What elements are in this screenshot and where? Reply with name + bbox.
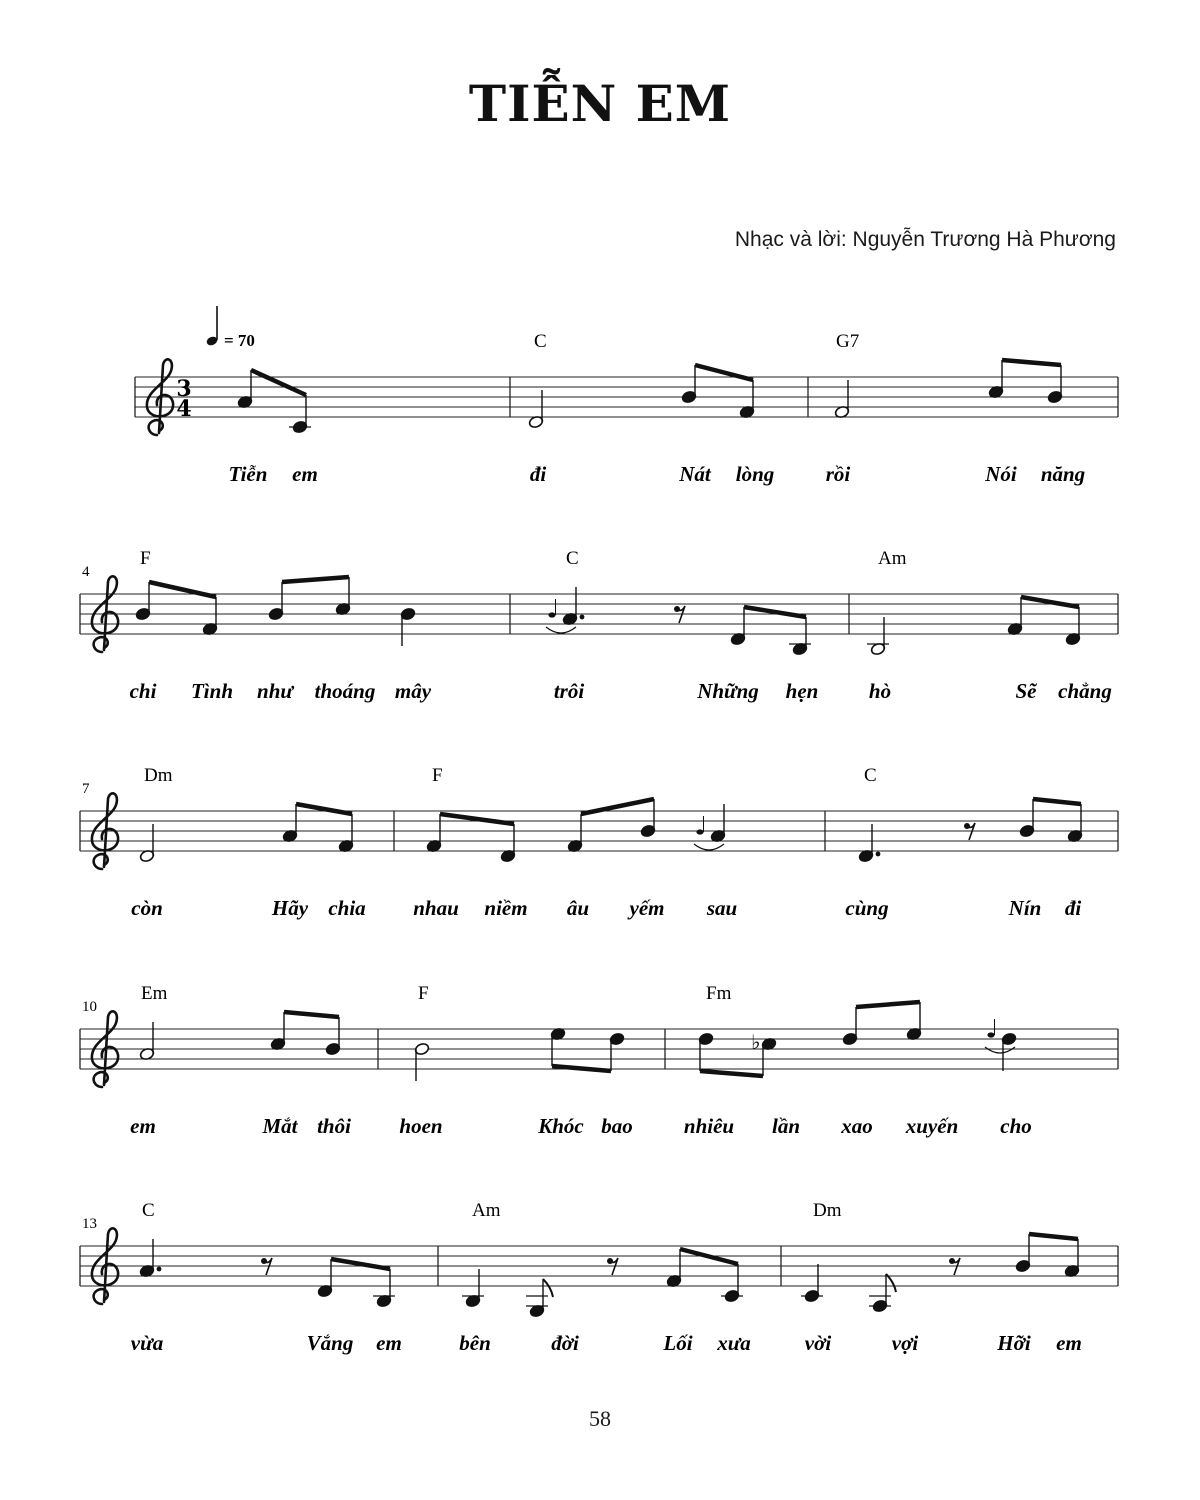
lyric-syllable: nhau xyxy=(413,896,459,920)
lyric-syllable: em xyxy=(292,462,318,486)
note-beam xyxy=(149,582,216,597)
slur xyxy=(546,627,576,633)
note-beam xyxy=(552,1066,611,1071)
measure-number: 10 xyxy=(82,999,97,1015)
lyric-syllable: cho xyxy=(1000,1114,1032,1138)
lyric-syllable: chi xyxy=(129,679,157,703)
grace-note xyxy=(696,829,703,834)
lyric-syllable: cùng xyxy=(845,896,889,920)
lyric-syllable: Nín xyxy=(1008,896,1042,920)
lyric-syllable: xuyến xyxy=(905,1114,959,1138)
lyric-syllable: rồi xyxy=(825,462,851,486)
staff-system xyxy=(135,306,1118,486)
lyric-syllable: thôi xyxy=(317,1114,351,1138)
staff-system xyxy=(80,983,1118,1138)
lyric-syllable: trôi xyxy=(553,679,585,703)
lyric-syllable: đời xyxy=(551,1331,579,1355)
lyric-syllable: hoen xyxy=(399,1114,443,1138)
chord-symbol: Am xyxy=(878,548,907,569)
note-beam xyxy=(581,799,654,814)
lyric-syllable: lần xyxy=(771,1114,801,1138)
lyric-syllable: Nói xyxy=(985,462,1017,486)
lyric-syllable: yếm xyxy=(629,896,665,920)
lyric-syllable: thoáng xyxy=(314,679,376,703)
dot xyxy=(157,1267,162,1272)
note-beam xyxy=(296,804,352,814)
measure-number: 7 xyxy=(82,781,90,797)
lyric-syllable: vợi xyxy=(891,1331,919,1355)
note-beam xyxy=(1029,1234,1078,1239)
note-beam xyxy=(440,814,514,824)
grace-note xyxy=(987,1032,994,1037)
lyric-syllable: Lối xyxy=(663,1331,693,1355)
lyric-syllable: lòng xyxy=(735,462,775,486)
slur xyxy=(985,1047,1015,1053)
lyric-syllable: Mắt xyxy=(262,1114,298,1138)
lyric-syllable: Sẽ xyxy=(1015,679,1037,703)
note-beam xyxy=(1002,360,1061,365)
chord-symbol: Dm xyxy=(144,765,173,786)
lyric-syllable: nhiêu xyxy=(683,1114,735,1138)
note-beam xyxy=(1033,799,1081,804)
lyric-syllable: Hãy xyxy=(271,896,309,920)
note-beam xyxy=(331,1259,390,1269)
lyric-syllable: Khóc xyxy=(538,1114,584,1138)
lyric-syllable: Tình xyxy=(190,679,234,703)
page-number: 58 xyxy=(589,1406,611,1431)
note-beam xyxy=(695,365,753,380)
lyric-syllable: niềm xyxy=(484,896,528,920)
chord-symbol: C xyxy=(566,548,579,569)
lyric-syllable: đi xyxy=(1064,896,1082,920)
measure-number: 13 xyxy=(82,1216,97,1232)
composer-credit: Nhạc và lời: Nguyễn Trương Hà Phương xyxy=(734,228,1116,251)
dot xyxy=(876,852,881,857)
tempo-marking xyxy=(205,306,255,350)
time-signature-top: 3 xyxy=(176,376,192,402)
lyric-syllable: em xyxy=(376,1331,402,1355)
lyric-syllable: năng xyxy=(1040,462,1086,486)
lyric-syllable: mây xyxy=(394,679,432,703)
lyric-syllable: chia xyxy=(328,896,366,920)
chord-symbol: C xyxy=(864,765,877,786)
lyric-syllable: hò xyxy=(868,679,892,703)
grace-note xyxy=(548,612,555,617)
chord-symbol: Dm xyxy=(813,1200,842,1221)
lyric-syllable: Vắng xyxy=(306,1331,354,1355)
note-beam xyxy=(284,1012,339,1017)
time-signature-bottom: 4 xyxy=(176,396,192,422)
dot xyxy=(580,615,585,620)
note-flag xyxy=(886,1274,896,1292)
lyric-syllable: Nát xyxy=(679,462,711,486)
lyric-syllable: vời xyxy=(804,1331,832,1355)
lyric-syllable: em xyxy=(130,1114,156,1138)
lyric-syllable: hẹn xyxy=(785,679,819,703)
lyric-syllable: xao xyxy=(841,1114,873,1138)
lyric-syllable: chẳng xyxy=(1058,679,1112,703)
lyric-syllable: còn xyxy=(131,896,163,920)
lyric-syllable: xưa xyxy=(717,1331,751,1355)
note-beam xyxy=(1021,597,1079,607)
lyric-syllable: Tiễn xyxy=(228,462,268,486)
note-beam xyxy=(282,577,349,582)
chord-symbol: G7 xyxy=(836,331,860,352)
note-flag xyxy=(543,1279,553,1297)
lyric-syllable: em xyxy=(1056,1331,1082,1355)
chord-symbol: Am xyxy=(472,1200,501,1221)
slur xyxy=(694,844,724,850)
note-beam xyxy=(856,1002,920,1007)
lyric-syllable: đi xyxy=(529,462,547,486)
measure-number: 4 xyxy=(82,564,90,580)
lyric-syllable: vừa xyxy=(130,1331,164,1355)
chord-symbol: F xyxy=(140,548,151,569)
lyric-syllable: âu xyxy=(566,896,590,920)
staff-system xyxy=(80,1200,1118,1355)
song-title: TIỄN EM xyxy=(468,74,732,133)
chord-symbol: C xyxy=(142,1200,155,1221)
chord-symbol: Em xyxy=(141,983,168,1004)
lyric-syllable: bên xyxy=(459,1331,491,1355)
note-beam xyxy=(700,1071,763,1076)
lyric-syllable: như xyxy=(257,679,293,703)
lyric-syllable: Hỡi xyxy=(997,1331,1031,1355)
chord-symbol: C xyxy=(534,331,547,352)
chord-symbol: F xyxy=(418,983,429,1004)
chord-symbol: Fm xyxy=(706,983,732,1004)
note-beam xyxy=(744,607,806,617)
staff-system xyxy=(80,548,1118,703)
chord-symbol: F xyxy=(432,765,443,786)
tempo-value: = 70 xyxy=(224,331,255,350)
flat-icon: ♭ xyxy=(751,1030,761,1054)
note-beam xyxy=(251,370,306,395)
lyric-syllable: Những xyxy=(697,679,759,703)
staff-system xyxy=(80,765,1118,920)
lyric-syllable: sau xyxy=(706,896,738,920)
lyric-syllable: bao xyxy=(601,1114,633,1138)
